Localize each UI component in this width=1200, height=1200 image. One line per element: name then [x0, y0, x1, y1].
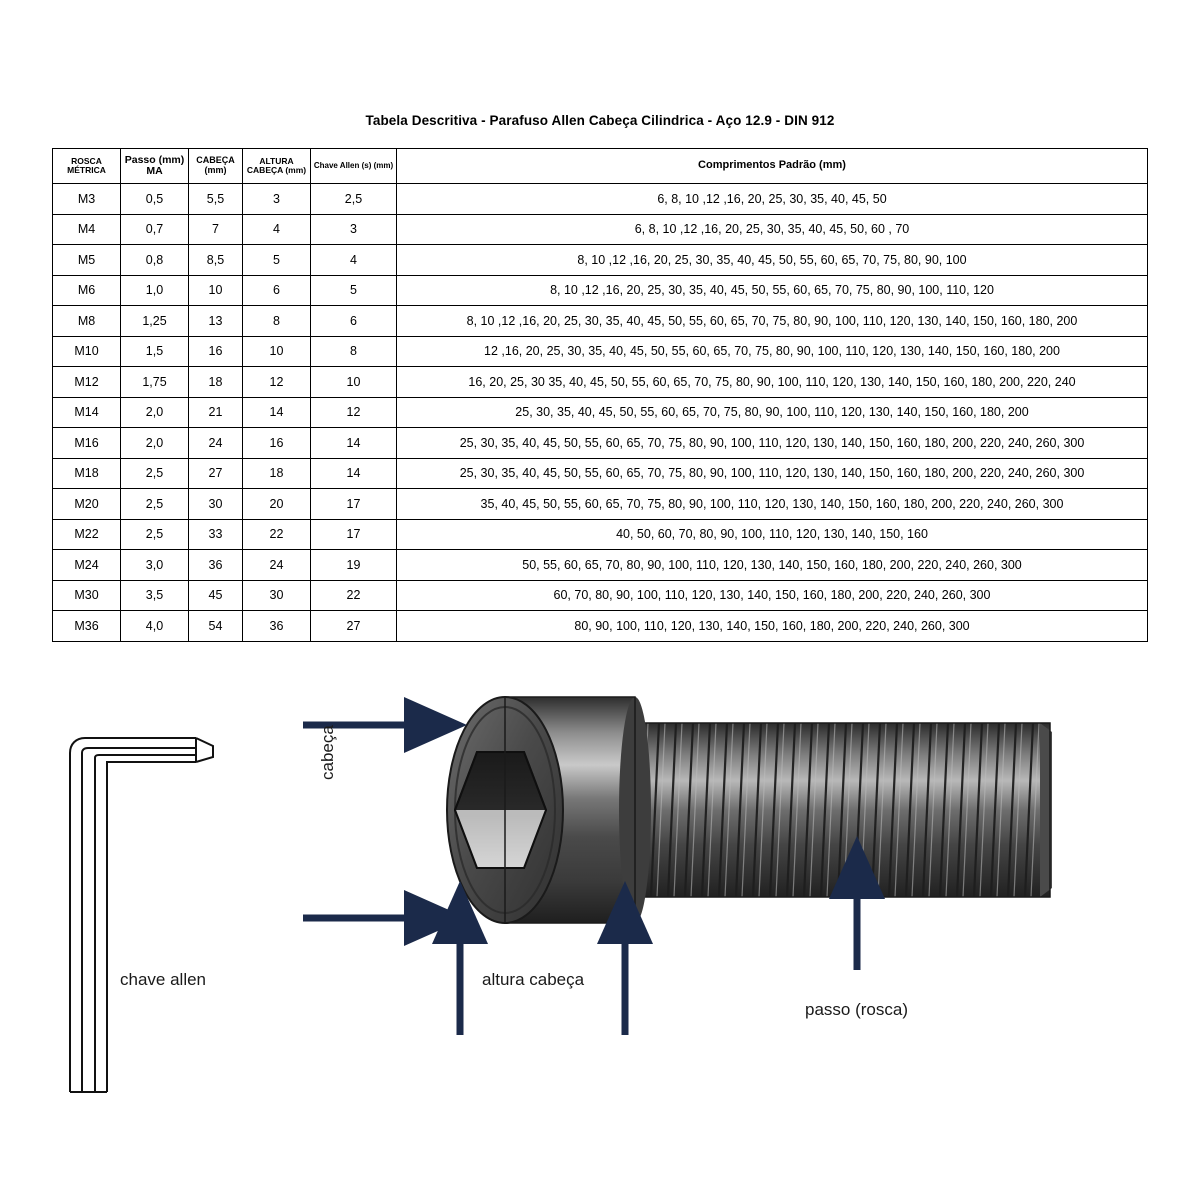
column-header-comprimentos-label: Comprimentos Padrão (mm): [698, 159, 846, 172]
cell-rosca-metrica: M20: [53, 489, 121, 520]
spec-table-container: [52, 148, 1148, 642]
cell-passo: 1,5: [121, 336, 189, 367]
cell-altura-cabeca: 22: [243, 519, 311, 550]
label-altura-cabeca: altura cabeça: [482, 970, 585, 989]
cell-cabeca: 24: [189, 428, 243, 459]
cell-rosca-metrica: M18: [53, 458, 121, 489]
cell-passo: 2,5: [121, 458, 189, 489]
cell-cabeca: 7: [189, 214, 243, 245]
cell-rosca-metrica: M14: [53, 397, 121, 428]
table-row: [53, 428, 1148, 459]
cell-comprimentos: 16, 20, 25, 30 35, 40, 45, 50, 55, 60, 65, 70, 75, 80, 90, 100, 110, 120, 130, 140, 150, 160, 180, 200, 220, 240: [397, 367, 1148, 398]
cell-chave-allen: 27: [311, 611, 397, 642]
cell-comprimentos: 12 ,16, 20, 25, 30, 35, 40, 45, 50, 55, 60, 65, 70, 75, 80, 90, 100, 110, 120, 130, 140, 150, 160, 180, 200: [397, 336, 1148, 367]
cell-altura-cabeca: 6: [243, 275, 311, 306]
table-row: [53, 367, 1148, 398]
screw-head: [447, 697, 651, 923]
cell-cabeca: 10: [189, 275, 243, 306]
cell-cabeca: 16: [189, 336, 243, 367]
label-cabeca: cabeça: [318, 725, 337, 780]
column-header-altura-line2: CABEÇA (mm): [246, 165, 307, 175]
cell-rosca-metrica: M8: [53, 306, 121, 337]
cell-comprimentos: 8, 10 ,12 ,16, 20, 25, 30, 35, 40, 45, 50, 55, 60, 65, 70, 75, 80, 90, 100, 110, 120: [397, 275, 1148, 306]
illustration-svg: [0, 640, 1200, 1200]
table-row: [53, 580, 1148, 611]
cell-passo: 0,8: [121, 245, 189, 276]
column-header-rosca: [53, 149, 121, 184]
cell-cabeca: 27: [189, 458, 243, 489]
cell-cabeca: 13: [189, 306, 243, 337]
cell-chave-allen: 2,5: [311, 184, 397, 215]
table-row: [53, 458, 1148, 489]
cell-altura-cabeca: 20: [243, 489, 311, 520]
table-row: [53, 184, 1148, 215]
cell-comprimentos: 40, 50, 60, 70, 80, 90, 100, 110, 120, 130, 140, 150, 160: [397, 519, 1148, 550]
cell-altura-cabeca: 4: [243, 214, 311, 245]
cell-rosca-metrica: M3: [53, 184, 121, 215]
screw-spec-table: [52, 148, 1148, 642]
label-chave-allen: chave allen: [120, 970, 207, 989]
cell-passo: 4,0: [121, 611, 189, 642]
cell-chave-allen: 17: [311, 489, 397, 520]
cell-altura-cabeca: 24: [243, 550, 311, 581]
screw-shank: [630, 723, 1052, 897]
cell-comprimentos: 25, 30, 35, 40, 45, 50, 55, 60, 65, 70, 75, 80, 90, 100, 110, 120, 130, 140, 150, 160, 180, 200, 220, 240, 260, 300: [397, 428, 1148, 459]
cell-cabeca: 8,5: [189, 245, 243, 276]
cell-altura-cabeca: 10: [243, 336, 311, 367]
cell-rosca-metrica: M12: [53, 367, 121, 398]
cell-chave-allen: 5: [311, 275, 397, 306]
cell-chave-allen: 4: [311, 245, 397, 276]
cell-passo: 2,0: [121, 397, 189, 428]
cell-comprimentos: 80, 90, 100, 110, 120, 130, 140, 150, 160, 180, 200, 220, 240, 260, 300: [397, 611, 1148, 642]
cell-comprimentos: 60, 70, 80, 90, 100, 110, 120, 130, 140, 150, 160, 180, 200, 220, 240, 260, 300: [397, 580, 1148, 611]
cell-comprimentos: 25, 30, 35, 40, 45, 50, 55, 60, 65, 70, 75, 80, 90, 100, 110, 120, 130, 140, 150, 160, 180, 200: [397, 397, 1148, 428]
table-row: [53, 397, 1148, 428]
cell-passo: 0,7: [121, 214, 189, 245]
cell-altura-cabeca: 12: [243, 367, 311, 398]
table-header-row: [53, 149, 1148, 184]
cell-passo: 2,5: [121, 489, 189, 520]
cell-chave-allen: 10: [311, 367, 397, 398]
cell-cabeca: 45: [189, 580, 243, 611]
cell-chave-allen: 14: [311, 428, 397, 459]
column-header-cabeca-line1: CABEÇA: [196, 155, 235, 166]
cell-chave-allen: 12: [311, 397, 397, 428]
cell-rosca-metrica: M36: [53, 611, 121, 642]
cell-rosca-metrica: M10: [53, 336, 121, 367]
cell-passo: 3,0: [121, 550, 189, 581]
table-row: [53, 275, 1148, 306]
table-row: [53, 306, 1148, 337]
cell-chave-allen: 3: [311, 214, 397, 245]
cell-passo: 3,5: [121, 580, 189, 611]
column-header-passo-line2: MA: [146, 165, 163, 177]
allen-key-icon: [70, 738, 213, 1092]
column-header-passo: [121, 149, 189, 184]
cell-comprimentos: 8, 10 ,12 ,16, 20, 25, 30, 35, 40, 45, 50, 55, 60, 65, 70, 75, 80, 90, 100: [397, 245, 1148, 276]
column-header-rosca-line2: MÉTRICA: [67, 165, 106, 175]
column-header-comprimentos: [397, 149, 1148, 184]
cell-rosca-metrica: M5: [53, 245, 121, 276]
cell-comprimentos: 50, 55, 60, 65, 70, 80, 90, 100, 110, 120, 130, 140, 150, 160, 180, 200, 220, 240, 260, 300: [397, 550, 1148, 581]
cell-chave-allen: 22: [311, 580, 397, 611]
cell-comprimentos: 8, 10 ,12 ,16, 20, 25, 30, 35, 40, 45, 50, 55, 60, 65, 70, 75, 80, 90, 100, 110, 120, 130, 140, 150, 160, 180, 200: [397, 306, 1148, 337]
table-row: [53, 489, 1148, 520]
cell-altura-cabeca: 3: [243, 184, 311, 215]
column-header-cabeca: [189, 149, 243, 184]
cell-comprimentos: 6, 8, 10 ,12 ,16, 20, 25, 30, 35, 40, 45, 50: [397, 184, 1148, 215]
table-body: [53, 184, 1148, 642]
cell-altura-cabeca: 36: [243, 611, 311, 642]
cell-rosca-metrica: M4: [53, 214, 121, 245]
cell-passo: 1,0: [121, 275, 189, 306]
cell-rosca-metrica: M16: [53, 428, 121, 459]
cell-altura-cabeca: 18: [243, 458, 311, 489]
cell-altura-cabeca: 8: [243, 306, 311, 337]
table-row: [53, 550, 1148, 581]
table-row: [53, 245, 1148, 276]
table-row: [53, 336, 1148, 367]
cell-rosca-metrica: M30: [53, 580, 121, 611]
cell-comprimentos: 6, 8, 10 ,12 ,16, 20, 25, 30, 35, 40, 45, 50, 60 , 70: [397, 214, 1148, 245]
column-header-rosca-line1: ROSCA: [71, 155, 102, 166]
cell-rosca-metrica: M24: [53, 550, 121, 581]
cell-chave-allen: 6: [311, 306, 397, 337]
cell-cabeca: 18: [189, 367, 243, 398]
cell-passo: 2,5: [121, 519, 189, 550]
cell-rosca-metrica: M6: [53, 275, 121, 306]
cell-comprimentos: 35, 40, 45, 50, 55, 60, 65, 70, 75, 80, 90, 100, 110, 120, 130, 140, 150, 160, 180, 200, 220, 240, 260, 300: [397, 489, 1148, 520]
column-header-passo-line1: Passo (mm): [124, 153, 185, 166]
cell-cabeca: 33: [189, 519, 243, 550]
cell-altura-cabeca: 5: [243, 245, 311, 276]
column-header-altura-line1: ALTURA: [259, 155, 294, 166]
table-row: [53, 519, 1148, 550]
column-header-altura: [243, 149, 311, 184]
cell-passo: 1,75: [121, 367, 189, 398]
cell-altura-cabeca: 30: [243, 580, 311, 611]
cell-chave-allen: 17: [311, 519, 397, 550]
cell-rosca-metrica: M22: [53, 519, 121, 550]
cell-passo: 0,5: [121, 184, 189, 215]
cell-cabeca: 30: [189, 489, 243, 520]
cell-altura-cabeca: 16: [243, 428, 311, 459]
cell-chave-allen: 19: [311, 550, 397, 581]
cell-passo: 1,25: [121, 306, 189, 337]
screw-illustration: [0, 640, 1200, 1200]
cell-cabeca: 5,5: [189, 184, 243, 215]
table-header: [53, 149, 1148, 184]
cell-cabeca: 21: [189, 397, 243, 428]
table-row: [53, 214, 1148, 245]
cell-passo: 2,0: [121, 428, 189, 459]
cell-chave-allen: 8: [311, 336, 397, 367]
table-row: [53, 611, 1148, 642]
column-header-chave-line1: Chave Allen (s) (mm): [313, 160, 394, 170]
cell-altura-cabeca: 14: [243, 397, 311, 428]
cell-chave-allen: 14: [311, 458, 397, 489]
page-title: Tabela Descritiva - Parafuso Allen Cabeça Cilindrica - Aço 12.9 - DIN 912: [365, 113, 835, 128]
label-passo-rosca: passo (rosca): [805, 1000, 908, 1019]
cell-comprimentos: 25, 30, 35, 40, 45, 50, 55, 60, 65, 70, 75, 80, 90, 100, 110, 120, 130, 140, 150, 160, 180, 200, 220, 240, 260, 300: [397, 458, 1148, 489]
column-header-cabeca-line2: (mm): [204, 165, 227, 175]
cell-cabeca: 54: [189, 611, 243, 642]
column-header-chave-allen: [311, 149, 397, 184]
cell-cabeca: 36: [189, 550, 243, 581]
